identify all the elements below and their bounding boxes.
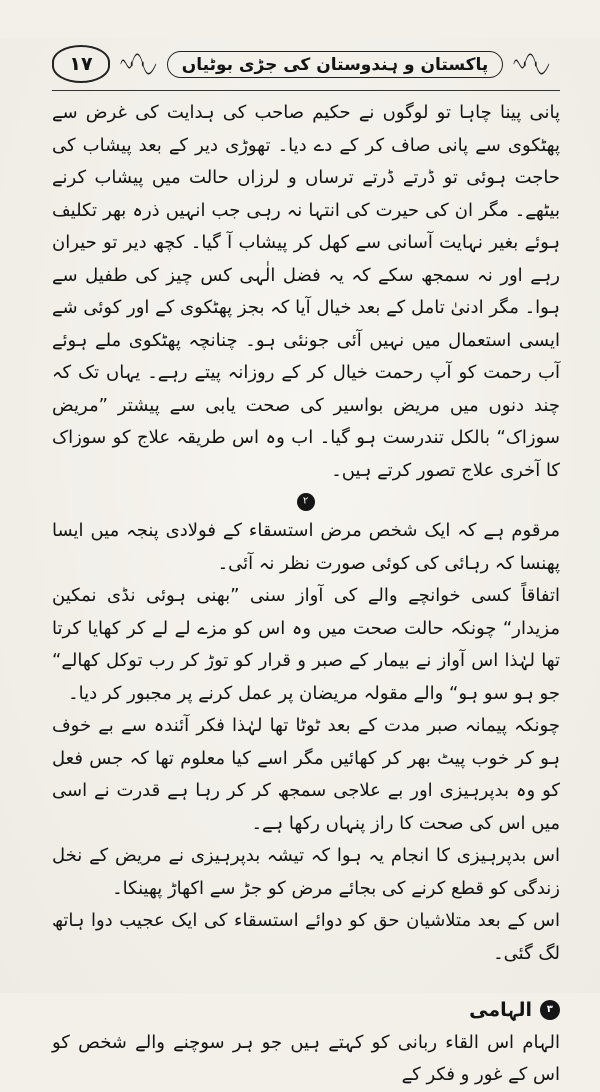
paragraph: [52, 580, 560, 710]
diamond-icon: [536, 996, 564, 1024]
text-line: آب رحمت کو آپ رحمت خیال کر کے روزانہ پیتے رہے۔ یہاں تک کہ چند دنوں میں: [52, 362, 560, 416]
diamond-icon: [293, 489, 318, 514]
page-header: [52, 38, 560, 91]
text-line: صحت میں وہ اس کو مزے لے لے کر کھایا کرتا تھا لہٰذا اس آواز نے بیمار کے صبر و قرار کو: [52, 617, 560, 671]
section-heading: [52, 994, 560, 1027]
text-line: اس کے بعد متلاشیان حق کو دوائے استسقاء کی ایک عجیب دوا ہاتھ لگ گئی۔: [52, 910, 560, 964]
text-line: اتفاقاً کسی خوانچے والے کی آواز سنی ”بھنی ہوئی نڈی نمکین مزیدار“ چونکہ حالت: [52, 585, 560, 639]
text-line: پھٹکوی کے اور کوئی شے ایسی استعمال میں نہیں آئی جونئی ہو۔ چنانچہ پھٹکوی ملے ہوئے: [52, 297, 560, 351]
paragraph: [52, 515, 560, 580]
text-line: مرقوم ہے کہ ایک شخص مرض استسقاء کے فولادی پنجہ میں ایسا پھنسا کہ رہائی کی: [52, 520, 560, 574]
text-line: اس طریقہ علاج کو سوزاک کا آخری علاج تصور کرتے ہیں۔: [52, 427, 560, 481]
text-line: بھر کر کھائیں مگر اسے کیا معلوم تھا کہ جس فعل کو وہ بدپرہیزی اور بے علاجی سمجھ کر کر رہا: [52, 747, 560, 801]
page-number: [52, 45, 110, 83]
paragraph: [52, 1027, 560, 1092]
section-number: ۳: [546, 1004, 554, 1016]
book-page: [0, 38, 600, 1085]
ornament-left-icon: [120, 49, 157, 79]
paragraph: [52, 710, 560, 840]
paragraph: [52, 905, 560, 970]
ornament-right-icon: [513, 49, 550, 79]
paragraph: [52, 840, 560, 905]
page-number-text: ۱۷: [69, 53, 93, 75]
text-line: لرزاں حالت میں پیشاب کرنے بیٹھے۔ مگر ان کی حیرت کی انتہا نہ رہی جب انہیں ذرہ: [52, 167, 560, 221]
page-body: [52, 97, 560, 1092]
section-number: ۲: [303, 495, 309, 507]
text-line: الہام اس القاء ربانی کو کہتے ہیں جو ہر سوچنے والے شخص کو اس کے غور و فکر کے: [52, 1031, 560, 1085]
running-header-title: پاکستان و ہندوستان کی جڑی بوٹیاں: [167, 51, 504, 78]
text-line: بھر تکلیف ہوئے بغیر نہایت آسانی سے کھل کر پیشاب آ گیا۔ کچھ دیر تو حیران رہے اور: [52, 199, 560, 286]
text-line: ہے قدرت نے اسی میں اس کی صحت کا راز پنہاں رکھا ہے۔: [52, 780, 560, 834]
text-line: پانی پینا چاہا تو لوگوں نے حکیم صاحب کی ہدایت کی غرض سے پھٹکوی سے پانی صاف: [52, 102, 560, 156]
text-line: کرنے کی بجائے مرض کو جڑ سے اکھاڑ پھینکا۔: [112, 877, 446, 899]
text-line: مریض بواسیر کی صحت یابی سے پیشتر ”مریض سوزاک“ بالکل تندرست ہو گیا۔ اب وہ: [52, 394, 560, 448]
text-line: چونکہ پیمانہ صبر مدت کے بعد ٹوٹا تھا لہٰذا فکر آئندہ سے بے خوف ہو کر خوب پیٹ: [52, 715, 561, 769]
text-line: نہ سمجھ سکے کہ یہ فضل الٰہی کس چیز کی طفیل سے ہوا۔ مگر ادنیٰ تامل کے بعد خیال آیا کہ بجز: [52, 264, 560, 318]
text-line: توڑ کر رب توکل کھالے“ جو ہو سو ہو“ والے مقولہ مریضان پر عمل کرنے پر مجبور کر دیا۔: [52, 650, 560, 704]
section-marker: [52, 493, 560, 511]
text-line: اس بدپرہیزی کا انجام یہ ہوا کہ تیشہ بدپرہیزی نے مریض کے نخل زندگی کو قطع: [52, 845, 560, 899]
heading-text: الہامی: [469, 999, 532, 1021]
text-line: کوئی صورت نظر نہ آئی۔: [217, 552, 410, 574]
text-line: کر کے دے دیا۔ تھوڑی دیر کے بعد پیشاب کی حاجت ہوئی تو ڈرتے ڈرتے ترساں و: [52, 134, 560, 188]
spacer: [52, 970, 560, 984]
paragraph: [52, 97, 560, 487]
